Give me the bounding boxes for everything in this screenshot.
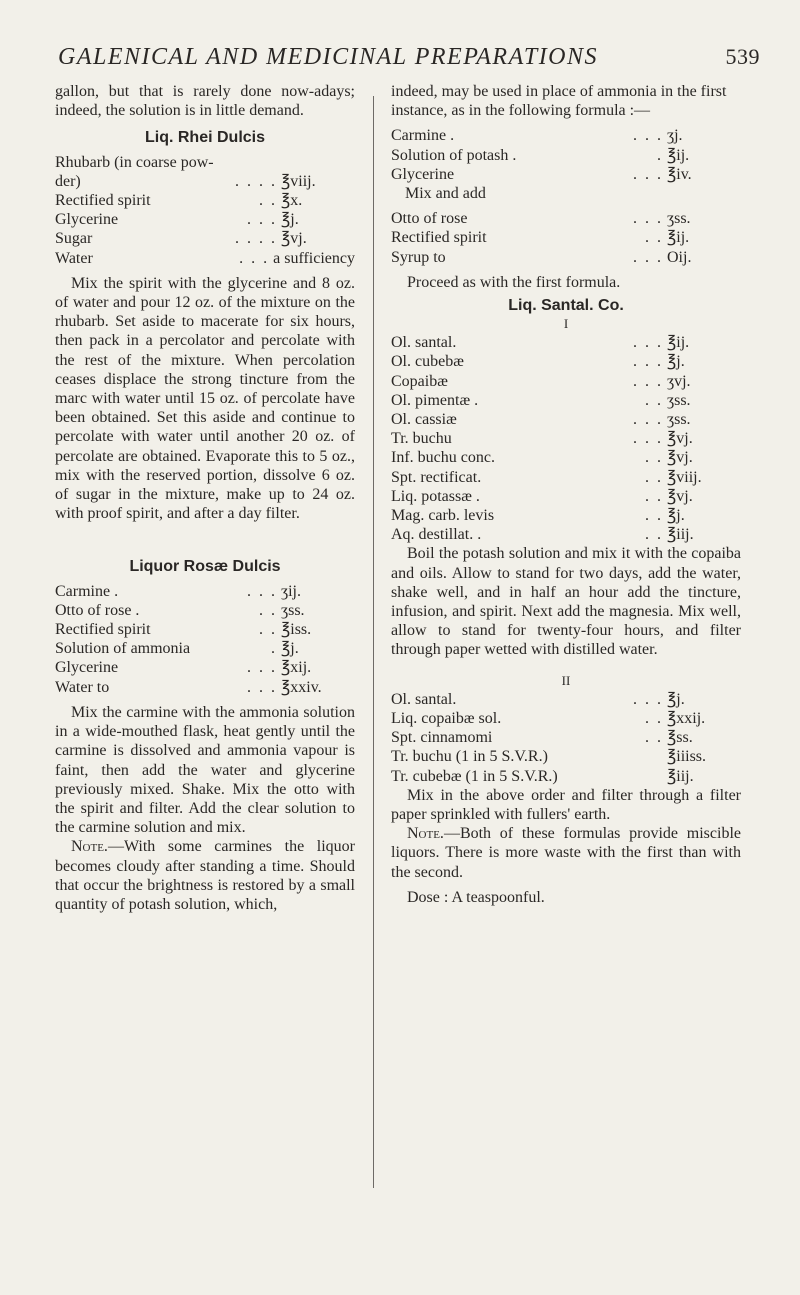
ingredient-name: Glycerine xyxy=(391,165,455,183)
leader-dots: . . xyxy=(645,507,663,525)
note-text: —Both of these formulas provide miscible liquors. There is more waste with the first than with the second. xyxy=(391,825,741,881)
leader-dots: . . xyxy=(645,487,663,505)
leader-dots: . . . xyxy=(633,248,663,266)
ingredient-row xyxy=(55,678,355,697)
rosae-note xyxy=(55,837,355,914)
santal-recipe-1 xyxy=(391,333,741,544)
ingredient-amount: ℥xxiv. xyxy=(281,678,322,696)
leader-dots: . . . xyxy=(247,659,277,677)
ingredient-name: Solution of potash . xyxy=(391,146,517,164)
ingredient-amount: ℥vj. xyxy=(667,430,693,448)
santal-method-1: Boil the potash solution and mix it with the copaiba and oils. Allow to stand for two days, add the water, shake well, and in half an hour add the tincture, infusion, and spirit. Next add the magnesia. Mix well, allow to stand for twenty-four hours, and filter through paper wetted with distilled water. xyxy=(391,545,741,659)
ingredient-row xyxy=(391,487,741,506)
rosae-heading: Liquor Rosæ Dulcis xyxy=(129,558,281,576)
leader-dots: . . . xyxy=(633,430,663,448)
ingredient-row xyxy=(55,620,355,639)
ingredient-row xyxy=(391,709,741,728)
ingredient-row xyxy=(55,153,355,172)
ingredient-name: Ol. santal. xyxy=(391,690,457,708)
ingredient-amount: ℥viij. xyxy=(667,468,702,486)
santal-heading: Liq. Santal. Co. xyxy=(508,297,624,315)
ingredient-name: Rectified spirit xyxy=(55,192,151,210)
ingredient-row xyxy=(55,639,355,658)
leader-dots: . . . xyxy=(247,582,277,600)
leader-dots: . . . xyxy=(633,372,663,390)
leader-dots: . . . xyxy=(247,678,277,696)
ingredient-row xyxy=(391,391,741,410)
ingredient-name: Carmine . xyxy=(391,127,455,145)
ingredient-name: Ol. cassiæ xyxy=(391,411,457,429)
ingredient-name: Otto of rose . xyxy=(55,601,140,619)
ingredient-amount: ℥vj. xyxy=(281,230,307,248)
ingredient-row xyxy=(391,468,741,487)
santal-note xyxy=(391,824,741,882)
ingredient-name: Rhubarb (in coarse pow- xyxy=(55,153,214,171)
ingredient-row xyxy=(55,582,355,601)
note-label: Note. xyxy=(71,838,108,856)
ingredient-name: Spt. rectificat. xyxy=(391,468,482,486)
leader-dots: . . xyxy=(645,391,663,409)
rosae-method: Mix the carmine with the ammonia solution in a wide-mouthed flask, heat gently until the carmine is dissolved and ammonia vapour is faint, then add the water and glycerine previously mixed. Shake. Mix the otto with the spirit and filter. Add the clear solution to the carmine solution and mix. xyxy=(55,703,355,837)
ingredient-name: Glycerine xyxy=(55,659,119,677)
leader-dots: . . xyxy=(645,526,663,544)
leader-dots: . . . xyxy=(633,353,663,371)
ingredient-row xyxy=(391,448,741,467)
intro-paragraph: gallon, but that is rarely done now-adays; indeed, the solution is in little demand. xyxy=(55,83,355,120)
ingredient-name: Copaibæ xyxy=(391,372,448,390)
ingredient-amount: ℥iij. xyxy=(667,526,694,544)
page-number: 539 xyxy=(725,44,760,69)
ingredient-name: der) xyxy=(55,172,81,190)
ingredient-name: Water to xyxy=(55,678,110,696)
ingredient-amount: ʒj. xyxy=(667,127,683,145)
ingredient-row xyxy=(391,506,741,525)
leader-dots: . . xyxy=(645,709,663,727)
ingredient-name: Ol. santal. xyxy=(391,334,457,352)
ingredient-amount: ℥ss. xyxy=(667,729,693,747)
mix-and-add-text: Mix and add xyxy=(405,185,486,203)
formula-number-2: II xyxy=(561,672,571,688)
ingredient-amount: ʒss. xyxy=(667,411,691,429)
note-label: Note. xyxy=(407,825,444,843)
leader-dots: . . . xyxy=(633,690,663,708)
ingredient-name: Otto of rose xyxy=(391,210,468,228)
rhei-method: Mix the spirit with the glycerine and 8 oz. of water and pour 12 oz. of the mixture on the rhubarb. Set aside to macerate for six hours, then pack in a percolator and percolate with the rest of the mixture. When percolation ceases displace the strong tincture from the marc with water until 15 oz. of percolate have been obtained. Set this aside and continue to percolate with water until another 20 oz. of percolate are obtained. Evaporate this to 5 oz., mix with the reserved portion, dissolve 6 oz. of sugar in the mixture, make up to 24 oz. with proof spirit, and after a day filter. xyxy=(55,274,355,523)
ingredient-name: Liq. copaibæ sol. xyxy=(391,709,502,727)
dose-text: Dose : A teaspoonful. xyxy=(407,888,545,906)
ingredient-row xyxy=(391,767,741,786)
ingredient-amount: ℥viij. xyxy=(281,172,316,190)
leader-dots: . . xyxy=(259,621,277,639)
ingredient-name: Spt. cinnamomi xyxy=(391,729,493,747)
ingredient-name: Water xyxy=(55,249,93,267)
ingredient-row xyxy=(391,747,741,766)
ingredient-name: Ol. cubebæ xyxy=(391,353,464,371)
ingredient-amount: ℥x. xyxy=(281,192,303,210)
leader-dots: . . xyxy=(259,192,277,210)
ingredient-name: Rectified spirit xyxy=(55,621,151,639)
ingredient-row xyxy=(391,146,741,165)
ingredient-amount: ℥j. xyxy=(667,353,685,371)
ingredient-amount: ʒss. xyxy=(667,391,691,409)
ingredient-amount: ʒij. xyxy=(281,582,301,600)
ingredient-name: Syrup to xyxy=(391,248,446,266)
ingredient-row xyxy=(391,352,741,371)
ingredient-amount: ʒss. xyxy=(281,601,305,619)
leader-dots: . xyxy=(271,640,277,658)
ingredient-name: Solution of ammonia xyxy=(55,640,191,658)
ingredient-amount: ℥xij. xyxy=(281,659,312,677)
running-head xyxy=(58,44,760,71)
ingredient-name: Rectified spirit xyxy=(391,229,487,247)
ingredient-row xyxy=(391,429,741,448)
ingredient-amount: ℥j. xyxy=(667,507,685,525)
ingredient-amount: ʒss. xyxy=(667,210,691,228)
leader-dots: . . xyxy=(645,449,663,467)
santal-recipe-2 xyxy=(391,690,741,786)
ingredient-row xyxy=(391,248,741,267)
rhei-heading: Liq. Rhei Dulcis xyxy=(144,129,265,147)
ingredient-amount: ℥j. xyxy=(281,211,299,229)
mix-and-add xyxy=(391,184,741,203)
ingredient-amount: ℥ij. xyxy=(667,334,690,352)
ingredient-amount: a sufficiency xyxy=(273,249,355,267)
ingredient-row xyxy=(391,372,741,391)
ingredient-amount: ℥j. xyxy=(667,690,685,708)
leader-dots: . . . xyxy=(633,334,663,352)
ingredient-amount: ℥iiiss. xyxy=(667,748,707,766)
ingredient-row xyxy=(391,126,741,145)
ingredient-amount: Oij. xyxy=(667,248,692,266)
ingredient-amount: ℥vj. xyxy=(667,449,693,467)
running-title: GALENICAL AND MEDICINAL PREPARATIONS xyxy=(58,44,599,70)
ingredient-row xyxy=(55,601,355,620)
leader-dots: . . . xyxy=(247,211,277,229)
ingredient-amount: ℥iv. xyxy=(667,165,692,183)
ingredient-row xyxy=(55,210,355,229)
formula-number-1: I xyxy=(563,316,569,332)
ingredient-name: Ol. pimentæ . xyxy=(391,391,479,409)
alt-formula xyxy=(391,126,741,266)
ingredient-amount: ℥xxij. xyxy=(667,709,706,727)
ingredient-row xyxy=(55,249,355,268)
ingredient-row xyxy=(55,191,355,210)
ingredient-name: Carmine . xyxy=(55,582,119,600)
column-divider xyxy=(373,96,374,1188)
leader-dots: . . . xyxy=(633,165,663,183)
ingredient-name: Tr. buchu (1 in 5 S.V.R.) xyxy=(391,748,548,766)
leader-dots: . . xyxy=(645,468,663,486)
ingredient-row xyxy=(391,165,741,184)
leader-dots: . . xyxy=(645,229,663,247)
ingredient-name: Liq. potassæ . xyxy=(391,487,480,505)
ingredient-name: Tr. buchu xyxy=(391,430,452,448)
leader-dots: . . . xyxy=(633,210,663,228)
ingredient-row xyxy=(55,229,355,248)
leader-dots: . . . xyxy=(633,411,663,429)
ingredient-name: Inf. buchu conc. xyxy=(391,449,495,467)
ingredient-amount: ℥iss. xyxy=(281,621,312,639)
leader-dots: . . xyxy=(645,729,663,747)
ingredient-amount: ʒvj. xyxy=(667,372,691,390)
ingredient-name: Aq. destillat. . xyxy=(391,526,482,544)
ingredient-name: Mag. carb. levis xyxy=(391,507,495,525)
ingredient-name: Tr. cubebæ (1 in 5 S.V.R.) xyxy=(391,767,558,785)
continuation-paragraph: indeed, may be used in place of ammonia in the first instance, as in the following formula :— xyxy=(391,83,727,120)
santal-method-2: Mix in the above order and filter through a filter paper sprinkled with fullers' earth. xyxy=(391,786,741,823)
ingredient-row xyxy=(391,333,741,352)
left-column xyxy=(55,82,355,914)
leader-dots: . . . xyxy=(633,127,663,145)
rosae-recipe xyxy=(55,582,355,697)
ingredient-row xyxy=(391,728,741,747)
ingredient-row xyxy=(55,658,355,677)
leader-dots: . . . . xyxy=(235,230,277,248)
ingredient-amount: ℥ij. xyxy=(667,146,690,164)
ingredient-row xyxy=(391,525,741,544)
ingredient-name: Sugar xyxy=(55,230,93,248)
ingredient-row xyxy=(391,690,741,709)
note-text: —With some carmines the liquor becomes cloudy after standing a time. Should that occur the brightness is restored by a small quantity of potash solution, which, xyxy=(55,838,355,913)
leader-dots: . . xyxy=(259,601,277,619)
leader-dots: . xyxy=(657,146,663,164)
ingredient-amount: ℥ij. xyxy=(667,229,690,247)
right-column xyxy=(391,82,741,907)
ingredient-amount: ℥iij. xyxy=(667,767,694,785)
ingredient-row xyxy=(391,410,741,429)
ingredient-amount: ℥vj. xyxy=(667,487,693,505)
leader-dots: . . . . xyxy=(235,172,277,190)
rhei-recipe xyxy=(55,153,355,268)
ingredient-row xyxy=(391,209,741,228)
proceed-text: Proceed as with the first formula. xyxy=(407,273,621,291)
leader-dots: . . . xyxy=(239,249,270,267)
ingredient-row xyxy=(55,172,355,191)
ingredient-row xyxy=(391,228,741,247)
ingredient-amount: ℥j. xyxy=(281,640,299,658)
ingredient-name: Glycerine xyxy=(55,211,119,229)
